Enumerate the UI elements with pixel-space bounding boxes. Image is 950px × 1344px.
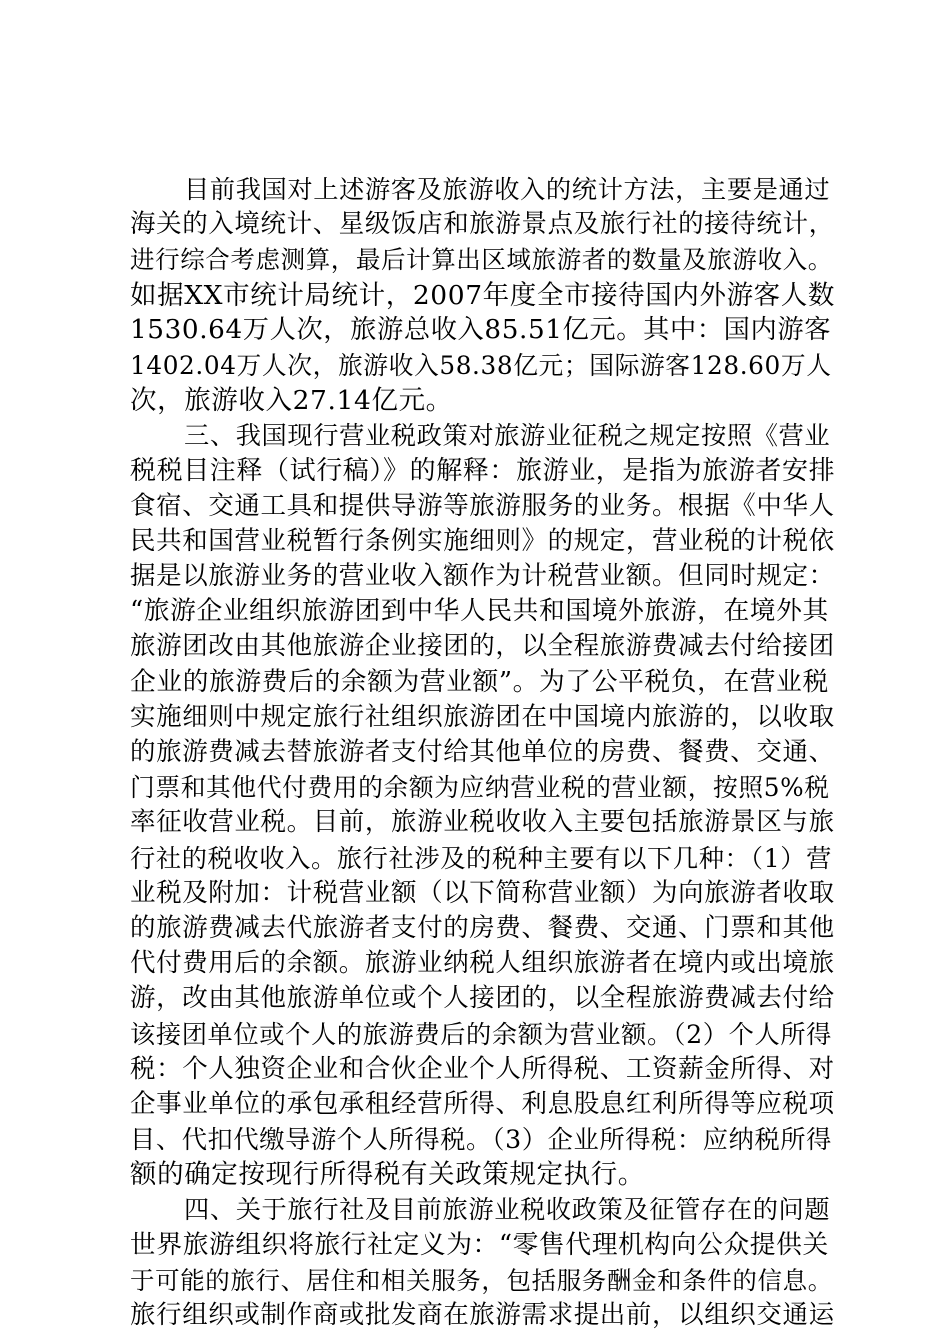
text-line: “旅游企业组织旅游团到中华人民共和国境外旅游，在境外其: [130, 596, 829, 627]
text-line: 企事业单位的承包承租经营所得、利息股息红利所得等应税项: [130, 1088, 835, 1119]
text-line: 旅游团改由其他旅游企业接团的，以全程旅游费减去付给接团: [130, 631, 835, 662]
text-line: 食宿、交通工具和提供导游等旅游服务的业务。根据《中华人: [130, 490, 835, 521]
text-line: 企业的旅游费后的余额为营业额”。为了公平税负，在营业税: [130, 666, 829, 697]
text-line: 税：个人独资企业和合伙企业个人所得税、工资薪金所得、对: [130, 1053, 835, 1084]
text-line: 1402.04万人次，旅游收入58.38亿元；国际游客128.60万人: [130, 350, 832, 380]
text-line: 如据XX市统计局统计，2007年度全市接待国内外游客人数: [130, 279, 835, 311]
text-line: 旅行组织或制作商或批发商在旅游需求提出前，以组织交通运: [130, 1300, 835, 1330]
text-line: 率征收营业税。目前，旅游业税收收入主要包括旅游景区与旅: [130, 807, 835, 838]
text-line: 的旅游费减去代旅游者支付的房费、餐费、交通、门票和其他: [130, 912, 835, 943]
text-line: 海关的入境统计、星级饭店和旅游景点及旅行社的接待统计，: [130, 209, 835, 240]
paragraph-first-line: 四、关于旅行社及目前旅游业税收政策及征管存在的问题: [184, 1195, 831, 1225]
text-line: 据是以旅游业务的营业收入额作为计税营业额。但同时规定：: [130, 561, 835, 592]
text-line: 次，旅游收入27.14亿元。: [130, 385, 453, 417]
text-line: 游，改由其他旅游单位或个人接团的，以全程旅游费减去付给: [130, 983, 835, 1014]
text-line: 的旅游费减去替旅游者支付给其他单位的房费、餐费、交通、: [130, 737, 835, 767]
text-line: 进行综合考虑测算，最后计算出区域旅游者的数量及旅游收入。: [130, 245, 833, 275]
text-line: 代付费用后的余额。旅游业纳税人组织旅游者在境内或出境旅: [130, 948, 835, 979]
text-line: 该接团单位或个人的旅游费后的余额为营业额。（2）个人所得: [130, 1019, 832, 1049]
text-line: 于可能的旅行、居住和相关服务，包括服务酬金和条件的信息。: [130, 1265, 833, 1295]
text-line: 税税目注释（试行稿）》的解释：旅游业，是指为旅游者安排: [130, 455, 836, 486]
document-body: [130, 172, 835, 1333]
text-line: 业税及附加：计税营业额（以下简称营业额）为向旅游者收取: [130, 877, 835, 908]
text-line: 目、代扣代缴导游个人所得税。（3）企业所得税：应纳税所得: [130, 1125, 832, 1155]
text-line: 民共和国营业税暂行条例实施细则》的规定，营业税的计税依: [130, 525, 835, 556]
paragraph-first-line: 三、我国现行营业税政策对旅游业征税之规定按照《营业: [184, 421, 831, 451]
text-line: 世界旅游组织将旅行社定义为：“零售代理机构向公众提供关: [130, 1229, 829, 1260]
text-line: 实施细则中规定旅行社组织旅游团在中国境内旅游的，以收取: [130, 701, 835, 732]
text-line: 额的确定按现行所得税有关政策规定执行。: [130, 1159, 645, 1191]
text-line: 1530.64万人次，旅游总收入85.51亿元。其中：国内游客: [130, 314, 832, 345]
text-line: 行社的税收收入。旅行社涉及的税种主要有以下几种：（1）营: [130, 843, 832, 873]
text-line: 门票和其他代付费用的余额为应纳营业税的营业额，按照5%税: [130, 773, 830, 803]
paragraph-first-line: 目前我国对上述游客及旅游收入的统计方法，主要是通过: [184, 175, 831, 204]
